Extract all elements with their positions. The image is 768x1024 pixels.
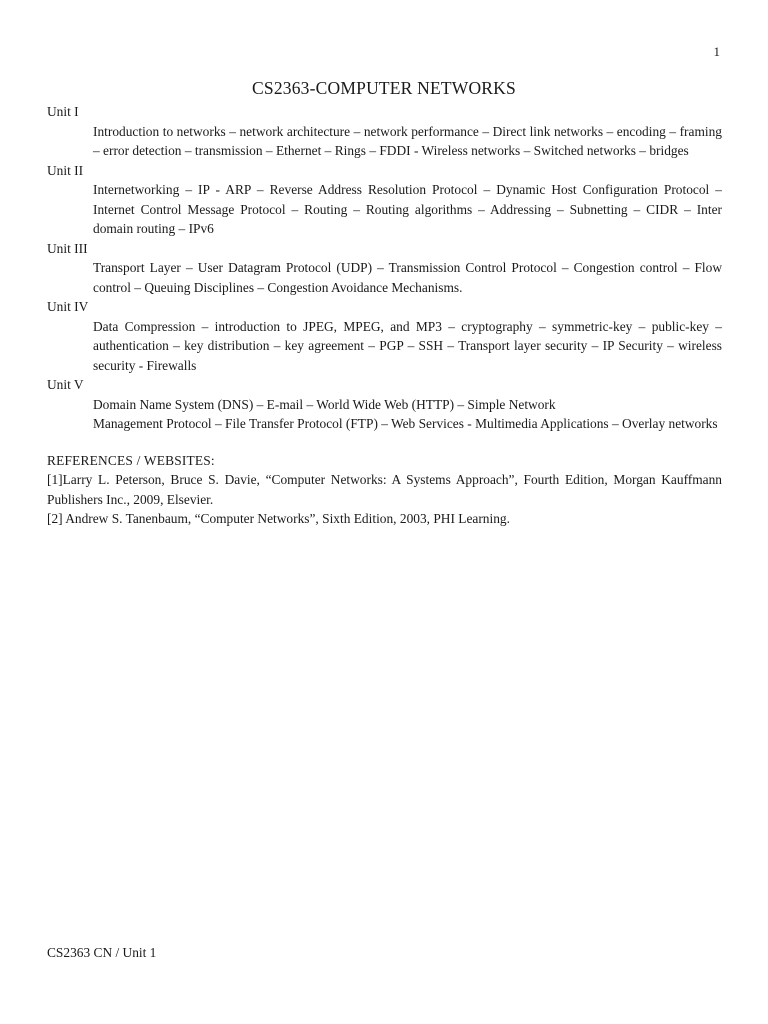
page-number: 1 [713, 44, 720, 59]
unit-label: Unit V [47, 377, 84, 392]
references-heading: REFERENCES / WEBSITES: [47, 452, 215, 468]
unit-topics: Management Protocol – File Transfer Protocol (FTP) – Web Services - Multimedia Applications – Overlay networks [93, 416, 718, 431]
unit-topics: Introduction to networks – network architecture – network performance – Direct link networks – encoding – framing – error detection – transmission – Ethernet – Rings – FDDI - Wireless networks – Switched networks – bridges [93, 123, 722, 158]
unit-section [47, 102, 722, 161]
unit-topics: Internetworking – IP - ARP – Reverse Address Resolution Protocol – Dynamic Host Configuration Protocol – Internet Control Message Protocol – Routing – Routing algorithms – Addressing – Subnetting – CIDR – Inter domain routing – IPv6 [93, 182, 722, 236]
unit-topics: Transport Layer – User Datagram Protocol (UDP) – Transmission Control Protocol – Congestion control – Flow control – Queuing Disciplines – Congestion Avoidance Mechanisms. [93, 260, 722, 295]
page-footer: CS2363 CN / Unit 1 [47, 945, 157, 960]
reference-item: [1]Larry L. Peterson, Bruce S. Davie, “Computer Networks: A Systems Approach”, Fourth Edition, Morgan Kauffmann Publishers Inc., 2009, Elsevier. [47, 472, 722, 507]
unit-section [47, 297, 722, 375]
unit-section [47, 239, 722, 298]
page-title: CS2363-COMPUTER NETWORKS [252, 78, 516, 98]
unit-label: Unit I [47, 104, 79, 119]
unit-section [47, 375, 722, 434]
unit-section [47, 161, 722, 239]
references-section [47, 451, 722, 529]
unit-topics-line: Domain Name System (DNS) – E-mail – World Wide Web (HTTP) – Simple Network [93, 396, 556, 412]
unit-label: Unit III [47, 240, 88, 256]
unit-topics: Data Compression – introduction to JPEG, MPEG, and MP3 – cryptography – symmetric-key – public-key – authentication – key distribution – key agreement – PGP – SSH – Transport layer security – IP Security – wireless security - Firewalls [93, 318, 722, 373]
unit-label: Unit II [47, 162, 84, 178]
syllabus-content [47, 102, 722, 529]
reference-item: [2] Andrew S. Tanenbaum, “Computer Networks”, Sixth Edition, 2003, PHI Learning. [47, 511, 510, 526]
unit-label: Unit IV [47, 299, 89, 314]
